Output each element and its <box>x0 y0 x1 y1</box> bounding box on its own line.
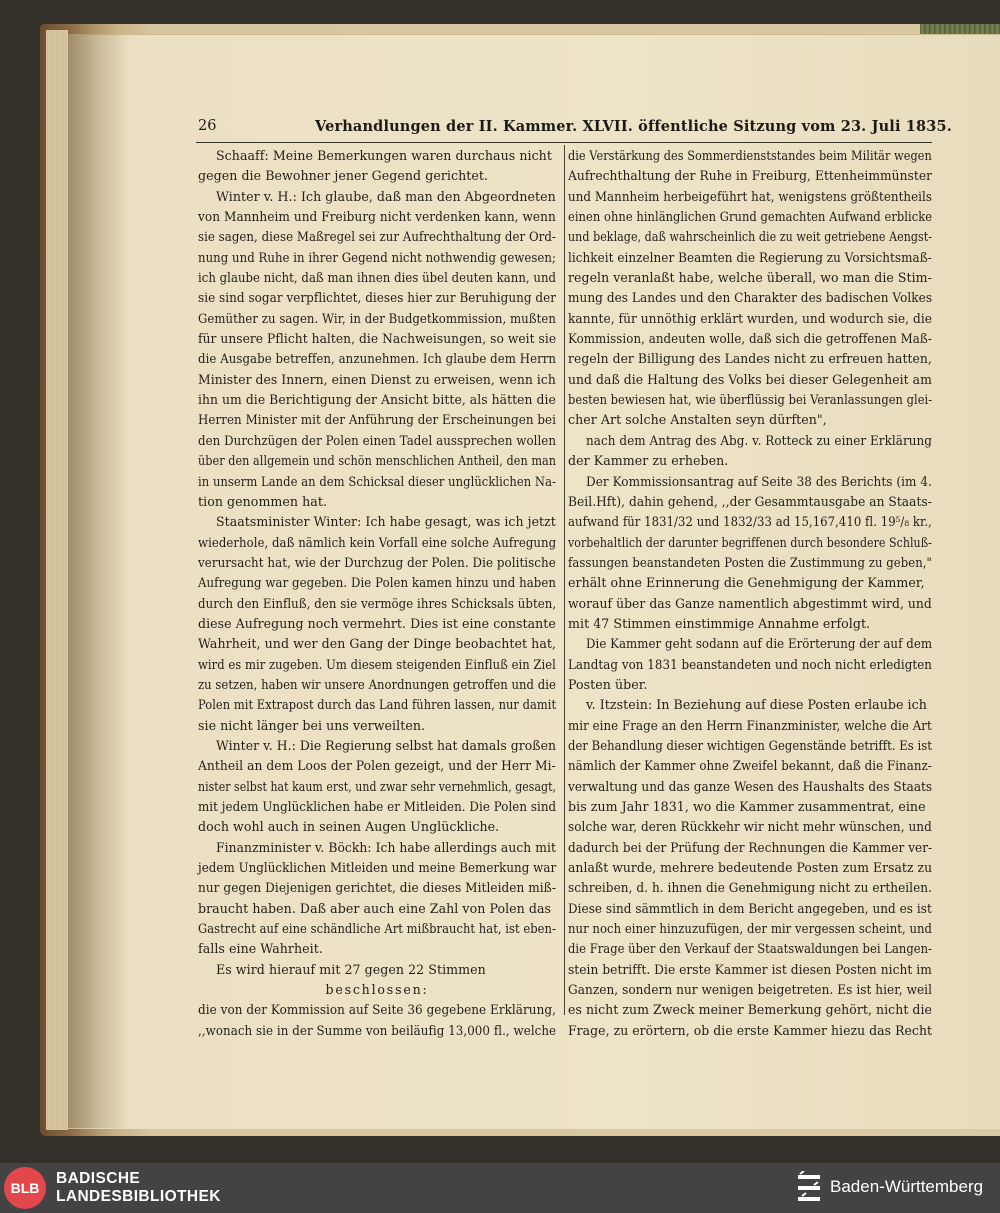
right-column-line: der Kammer zu erheben. <box>568 453 729 469</box>
left-column-line: wird es mir zugeben. Um diesem steigenden Einfluß ein Ziel <box>198 656 556 672</box>
right-column-line: Kommission, andeuten wolle, daß sich die getroffenen Maß- <box>568 331 932 347</box>
left-column-line: Gemüther zu sagen. Wir, in der Budgetkommission, mußten <box>198 310 556 326</box>
text-column-left <box>198 146 556 1041</box>
left-column-line: gegen die Bewohner jener Gegend gerichtet. <box>198 168 489 184</box>
left-column-line: durch den Einfluß, den sie vermöge ihres Schicksals übten, <box>198 595 557 611</box>
left-column-line: wiederhole, daß nämlich kein Vorfall eine solche Aufregung <box>198 534 557 550</box>
right-column-line: Beil.Hft), dahin gehend, ,,der Gesammtausgabe an Staats- <box>568 493 932 509</box>
left-column-line: diese Aufregung noch vermehrt. Dies ist eine constante <box>198 615 556 631</box>
left-column-line: Gastrecht auf eine schändliche Art mißbraucht hat, ist eben- <box>198 921 556 937</box>
left-column-line: die Ausgabe betreffen, anzunehmen. Ich glaube dem Herrn <box>198 351 557 367</box>
left-column-line: nur gegen Diejenigen gerichtet, die dieses Mitleiden miß- <box>198 880 556 896</box>
right-column-line: Frage, zu erörtern, ob die erste Kammer hiezu das Recht <box>568 1022 933 1038</box>
right-column-line: kannte, für unnöthig erklärt wurden, und wodurch sie, die <box>568 310 933 326</box>
right-column-line: verwaltung und das ganze Wesen des Haushalts des Staats <box>568 778 933 794</box>
right-column-line: regeln der Billigung des Landes nicht zu erfreuen hatten, <box>568 351 932 367</box>
left-column-line: nung und Ruhe in ihrer Gegend nicht nothwendig gewesen; <box>198 249 556 265</box>
right-column-line: dadurch bei der Prüfung der Rechnungen die Kammer ver- <box>568 839 933 855</box>
right-column-line: erhält ohne Erinnerung die Genehmigung der Kammer, <box>568 575 925 591</box>
left-column-line: in unserm Lande an dem Schicksal dieser unglücklichen Na- <box>198 473 556 489</box>
header-rule <box>196 142 932 143</box>
library-name-line1: BADISCHE <box>56 1170 141 1187</box>
right-column-line: worauf über das Ganze namentlich abgestimmt wird, und <box>568 595 932 611</box>
state-name: Baden-Württemberg <box>830 1177 984 1196</box>
right-column-line: besten bewiesen hat, wie überflüssig bei Veranlassungen glei- <box>568 392 933 408</box>
left-column-line: doch wohl auch in seinen Augen Unglückliche. <box>198 819 500 835</box>
left-column-line: ich glaube nicht, daß man ihnen dies übel deuten kann, und <box>198 270 557 286</box>
right-column-line: die Verstärkung des Sommerdienststandes beim Militär wegen <box>568 148 932 163</box>
left-column-line: Es wird hierauf mit 27 gegen 22 Stimmen <box>216 961 486 977</box>
right-column-line: aufwand für 1831/32 und 1832/33 ad 15,167,410 fl. 19⁵/₈ kr., <box>568 514 932 530</box>
left-column-line: den Durchzügen der Polen einen Tadel aussprechen wollen <box>198 432 556 448</box>
right-column-line: cher Art solche Anstalten seyn dürften", <box>568 412 827 428</box>
left-column-line: ihn um die Berichtigung der Ansicht bitte, als hätten die <box>198 392 556 408</box>
right-column-line: mung des Landes und den Charakter des badischen Volkes <box>568 290 933 306</box>
right-column-line: nämlich der Kammer ohne Zweifel bekannt, daß die Finanz- <box>568 758 932 774</box>
right-column-line: und beklage, daß wahrscheinlich die zu weit getriebene Aengst- <box>568 229 933 245</box>
left-column-line: sie sind sogar verpflichtet, dieses hier zur Beruhigung der <box>198 290 557 306</box>
gutter-shadow <box>68 34 128 1128</box>
left-column-line: tion genommen hat. <box>198 493 328 509</box>
page-edges <box>46 30 68 1130</box>
left-column-line: Herren Minister mit der Anführung der Erscheinungen bei <box>198 412 556 428</box>
right-column-line: schreiben, d. h. ihnen die Genehmigung nicht zu ertheilen. <box>568 880 933 896</box>
right-column-line: Der Kommissionsantrag auf Seite 38 des Berichts (im 4. <box>586 473 932 489</box>
right-column-line: anlaßt wurde, mehrere bedeutende Posten zum Ersatz zu <box>568 860 933 876</box>
left-column-line: Aufregung war gegeben. Die Polen kamen hinzu und haben <box>198 575 556 591</box>
column-divider <box>564 145 565 1015</box>
left-column-line: über den allgemein und schön menschlichen Antheil, den man <box>198 453 557 469</box>
right-column-line: und Mannheim herbeigeführt hat, wenigstens größtentheils <box>568 188 932 204</box>
right-column-line: bis zum Jahr 1831, wo die Kammer zusammentrat, eine <box>568 799 926 814</box>
text-column-right <box>568 146 932 1041</box>
right-column-line: einen ohne hinlänglichen Grund gemachten Aufwand erblicke <box>568 209 933 225</box>
left-column-line: nister selbst hat kaum erst, und zwar sehr vernehmlich, gesagt, <box>198 778 557 794</box>
right-column-line: mir eine Frage an den Herrn Finanzminister, welche die Art <box>568 717 932 733</box>
left-column-line: Staatsminister Winter: Ich habe gesagt, was ich jetzt <box>216 514 556 530</box>
left-column-line: mit jedem Unglücklichen habe er Mitleiden. Die Polen sind <box>198 799 557 814</box>
left-column-line: ,,wonach sie in der Summe von beiläufig 13,000 fl., welche <box>198 1022 557 1038</box>
right-column-line: solche war, deren Rückkehr wir nicht mehr wünschen, und <box>568 819 932 835</box>
right-column-line: Landtag von 1831 beanstandeten und noch nicht erledigten <box>568 656 933 672</box>
library-name-line2: LANDESBIBLIOTHEK <box>56 1188 221 1205</box>
blb-logo[interactable]: BLB <box>4 1167 46 1209</box>
left-column-line: braucht haben. Daß aber auch eine Zahl von Polen das <box>198 900 552 916</box>
right-column-line: es nicht zum Zweck meiner Bemerkung gehört, nicht die <box>568 1002 932 1018</box>
left-column-line: Antheil an dem Loos der Polen gezeigt, und der Herr Mi- <box>198 758 556 774</box>
right-column-line: lichkeit einzelner Beamten die Regierung zu Vorsichtsmaß- <box>568 249 932 265</box>
right-column-line: die Frage über den Verkauf der Staatswaldungen bei Langen- <box>568 941 933 957</box>
right-column-line: und daß die Haltung des Volks bei dieser Gelegenheit am <box>568 371 932 387</box>
left-column-line: beschlossen: <box>325 982 429 998</box>
right-column-line: regeln veranlaßt habe, welche überall, wo man die Stim- <box>568 270 932 286</box>
right-column-line: vorbehaltlich der darunter begriffenen durch besondere Schluß- <box>568 534 932 550</box>
left-column-line: für unsere Pflicht halten, die Nachweisungen, so weit sie <box>198 331 557 347</box>
left-column-line: Schaaff: Meine Bemerkungen waren durchaus nicht <box>216 148 552 163</box>
right-column-line: Aufrechthaltung der Ruhe in Freiburg, Ettenheimmünster <box>568 168 933 184</box>
left-column-line: jedem Unglücklichen Mitleiden und meine Bemerkung war <box>198 860 557 876</box>
left-column-line: sie nicht länger bei uns verweilten. <box>198 717 426 733</box>
left-column-line: Finanzminister v. Böckh: Ich habe allerdings auch mit <box>216 839 556 855</box>
right-column-line: stein betrifft. Die erste Kammer ist diesen Posten nicht im <box>568 961 932 977</box>
right-column-line: Posten über. <box>568 676 648 692</box>
left-column-line: Winter v. H.: Die Regierung selbst hat damals großen <box>216 737 557 753</box>
right-column-line: nach dem Antrag des Abg. v. Rotteck zu einer Erklärung <box>586 432 933 448</box>
right-column-line: v. Itzstein: In Beziehung auf diese Posten erlaube ich <box>586 697 927 713</box>
left-column-line: sie sagen, diese Maßregel sei zur Aufrechthaltung der Ord- <box>198 229 556 245</box>
right-column-line: mit 47 Stimmen einstimmige Annahme erfolgt. <box>568 615 871 631</box>
stag-emblem-icon <box>796 1171 822 1205</box>
page-number: 26 <box>198 118 217 134</box>
left-column-line: verursacht hat, wie der Durchzug der Polen. Die politische <box>198 554 556 570</box>
right-column-line: der Behandlung dieser wichtigen Gegenstände betrifft. Es ist <box>568 737 932 753</box>
right-column-line: Ganzen, sondern nur wenigen beigetreten. Es ist hier, weil <box>568 982 933 998</box>
left-column-line: zu setzen, haben wir unsere Anordnungen getroffen und die <box>198 676 556 692</box>
left-column-line: Wahrheit, und wer den Gang der Dinge beobachtet hat, <box>198 636 557 652</box>
right-column-line: nur noch einer hinzuzufügen, der mir vergessen scheint, und <box>568 921 933 937</box>
left-column-line: falls eine Wahrheit. <box>198 941 323 957</box>
left-column-line: Minister des Innern, einen Dienst zu erweisen, wenn ich <box>198 371 556 387</box>
right-column-line: fassungen beanstandeten Posten die Zustimmung zu geben," <box>568 554 932 570</box>
right-column-line: Die Kammer geht sodann auf die Erörterung der auf dem <box>586 636 933 652</box>
left-column-line: Polen mit Extrapost durch das Land führen lassen, nur damit <box>198 697 557 713</box>
left-column-line: Winter v. H.: Ich glaube, daß man den Abgeordneten <box>216 188 556 204</box>
running-head-title: Verhandlungen der II. Kammer. XLVII. öffentliche Sitzung vom 23. Juli 1835. <box>315 118 952 135</box>
right-column-line: Diese sind sämmtlich in dem Bericht angegeben, und es ist <box>568 900 932 916</box>
left-column-line: von Mannheim und Freiburg nicht verdenken kann, wenn <box>198 209 556 225</box>
left-column-line: die von der Kommission auf Seite 36 gegebene Erklärung, <box>198 1002 556 1018</box>
footer-bar <box>0 1163 1000 1213</box>
